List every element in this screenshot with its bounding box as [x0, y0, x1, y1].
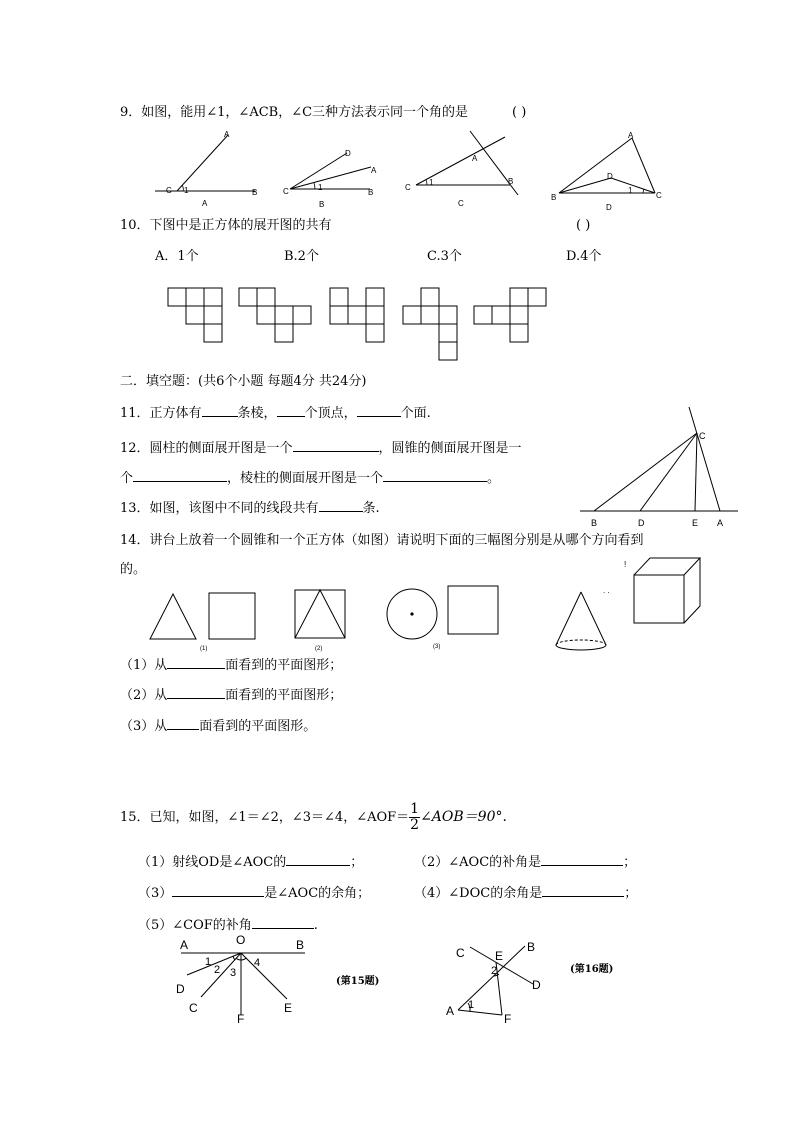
q15-s3-end: 是∠AOC的余角；	[264, 886, 371, 901]
q13-label-B: B	[591, 518, 598, 528]
q13-label-C: C	[699, 431, 706, 441]
q15-part2: ∠AOB＝90°.	[420, 809, 507, 825]
q12-blank-prism[interactable]	[383, 469, 487, 482]
q14-answer-3	[120, 717, 316, 735]
fig15-label-4: 4	[254, 957, 261, 969]
q11-blank-vertices[interactable]	[277, 404, 305, 417]
q15-sub1	[138, 853, 363, 871]
q15-s5-text: （5）∠COF的补角	[138, 918, 252, 933]
q13-label-A: A	[717, 518, 724, 528]
q9a-label-C: C	[166, 186, 172, 195]
q15-s3-text: （3）	[138, 886, 173, 901]
fig16-label-D: D	[532, 978, 541, 992]
q12-part4: ，棱柱的侧面展开图是一个	[227, 471, 384, 486]
q15-blank-4[interactable]	[542, 884, 624, 897]
view-caption-1: (1)	[200, 646, 208, 652]
q14-line2: 的。	[120, 562, 147, 577]
q14-mark: !	[624, 560, 627, 569]
fig15-label-2: 2	[214, 964, 221, 976]
q9c-label-C2: C	[458, 199, 464, 208]
q9b-label-A: A	[371, 166, 377, 175]
q15-sub4	[414, 884, 637, 902]
fig15-label-3: 3	[230, 967, 237, 979]
fig16-label-F: F	[504, 1012, 512, 1026]
fig16-label-2: 2	[491, 965, 498, 977]
q15-blank-3[interactable]	[172, 884, 264, 897]
q15-part1: 15．已知，如图，∠1＝∠2，∠3＝∠4，∠AOF＝	[120, 810, 410, 825]
q9-text: 9．如图，能用∠1，∠ACB，∠C三种方法表示同一个角的是	[120, 105, 469, 120]
q15-s4-text: （4）∠DOC的余角是	[414, 886, 543, 901]
q9c-label-A: A	[472, 154, 478, 163]
q15-s4-end: ；	[624, 886, 638, 901]
q14-line1: 14．讲台上放着一个圆锥和一个正方体（如图）请说明下面的三幅图分别是从哪个方向看到	[120, 533, 644, 548]
q10-paren: ( )	[576, 218, 591, 233]
q14-a3-suffix: 面看到的平面图形。	[199, 719, 317, 734]
view-caption-2: (2)	[315, 646, 323, 652]
q14-blank-2[interactable]	[167, 686, 225, 699]
q15-sub2	[414, 853, 636, 871]
q9d-label-1: 1	[628, 186, 633, 195]
q9b-label-D: D	[345, 149, 351, 158]
q11-part1: 11．正方体有	[120, 406, 202, 421]
q9a-label-B: B	[252, 188, 258, 197]
q15-frac-den: 2	[410, 817, 420, 833]
q9d-label-A: A	[628, 131, 634, 140]
q14-a2-suffix: 面看到的平面图形；	[225, 688, 343, 703]
q15-s2-text: （2）∠AOC的补角是	[414, 855, 542, 870]
q14-cone-and-cube	[550, 550, 710, 660]
q14-a2-prefix: （2）从	[120, 688, 168, 703]
q12-part2: ，圆锥的侧面展开图是一	[378, 441, 522, 456]
q12-part1: 12．圆柱的侧面展开图是一个	[120, 441, 293, 456]
q13-part2: 条.	[362, 501, 380, 516]
q14-blank-1[interactable]	[167, 656, 225, 669]
q12-blank-cone[interactable]	[133, 469, 227, 482]
q13-part1: 13．如图，该图中不同的线段共有	[120, 501, 319, 516]
q9-figure-d	[555, 130, 665, 200]
cube-net-5	[474, 288, 554, 348]
q9b-label-B2: B	[319, 200, 325, 209]
q9a-label-1: 1	[184, 186, 189, 195]
q12-line2	[120, 469, 500, 487]
q9d-label-D2: D	[606, 203, 612, 212]
q12-blank-cylinder[interactable]	[293, 439, 379, 452]
fig16-label-1: 1	[468, 999, 475, 1011]
q15-fraction	[409, 802, 420, 833]
q13-figure	[570, 405, 750, 520]
fig15-label-O: O	[236, 933, 246, 947]
q9d-label-B: B	[551, 193, 557, 202]
fig15-label-E: E	[284, 1001, 293, 1015]
q10-text: 10．下图中是正方体的展开图的共有	[120, 218, 332, 233]
q14-a3-prefix: （3）从	[120, 719, 168, 734]
cube-net-2	[239, 288, 319, 348]
section-2-heading: 二．填空题：(共6个小题 每题4分 共24分)	[120, 374, 367, 389]
q15-blank-5[interactable]	[252, 916, 314, 929]
fig15-label-B: B	[296, 938, 305, 952]
q15-line	[120, 802, 507, 833]
q10-option-a: A．1个	[155, 249, 199, 264]
q9-figure-c	[410, 125, 530, 205]
q13-label-D: D	[638, 518, 645, 528]
q13-line	[120, 499, 380, 517]
q9d-label-C: C	[656, 191, 662, 200]
q15-frac-num: 1	[410, 801, 420, 817]
q9c-label-B: B	[508, 177, 514, 186]
q9a-label-A2: A	[202, 199, 208, 208]
q11-part4: 个面.	[400, 406, 431, 421]
q14-blank-3[interactable]	[167, 717, 199, 730]
q14-a1-suffix: 面看到的平面图形；	[225, 658, 343, 673]
q15-s1-text: （1）射线OD是∠AOC的	[138, 855, 287, 870]
q14-dots: . .	[603, 586, 610, 595]
fig16-label-E: E	[495, 949, 504, 963]
q12-line1	[120, 439, 522, 457]
fig15-label-F: F	[237, 1012, 245, 1026]
q15-sub5	[138, 916, 318, 934]
q12-part5: 。	[487, 471, 501, 486]
q14-answer-1	[120, 656, 342, 674]
fig16-label-C: C	[456, 946, 465, 960]
view-caption-3: (3)	[433, 644, 441, 650]
q11-part3: 个顶点，	[304, 406, 357, 421]
q13-blank[interactable]	[319, 499, 363, 512]
q9b-label-B: B	[368, 188, 374, 197]
fig16-caption: (第16题)	[570, 964, 614, 975]
q9d-label-D: D	[607, 172, 613, 181]
fig15-label-D: D	[176, 982, 185, 996]
q9c-label-1: 1	[429, 178, 434, 187]
q11-blank-edges[interactable]	[202, 404, 238, 417]
q14-a1-prefix: （1）从	[120, 658, 168, 673]
q9c-label-C: C	[405, 183, 411, 192]
fig15-label-1: 1	[205, 956, 212, 968]
q11-blank-faces[interactable]	[357, 404, 401, 417]
q9a-label-A: A	[224, 130, 230, 139]
q12-part3: 个	[120, 471, 134, 486]
q15-sub3	[138, 884, 370, 902]
cube-net-3	[330, 288, 390, 348]
q15-blank-1[interactable]	[286, 853, 350, 866]
q10-option-b: B.2个	[284, 249, 319, 264]
cube-net-1	[168, 288, 228, 348]
q10-option-c: C.3个	[427, 249, 462, 264]
cube-net-4	[403, 288, 463, 368]
fig15-label-A: A	[180, 938, 189, 952]
q14-answer-2	[120, 686, 342, 704]
q9-paren: ( )	[512, 105, 527, 120]
q13-label-E: E	[692, 518, 699, 528]
q9b-label-C: C	[283, 187, 289, 196]
q11-part2: 条棱，	[237, 406, 277, 421]
q15-s5-end: .	[313, 918, 318, 933]
fig15-label-C: C	[189, 1001, 198, 1015]
q10-option-d: D.4个	[566, 249, 602, 264]
q11-line	[120, 404, 431, 422]
fig16-label-A: A	[446, 1004, 455, 1018]
q15-s1-end: ；	[350, 855, 364, 870]
fig16-label-B: B	[527, 940, 536, 954]
q15-s2-end: ；	[623, 855, 637, 870]
fig15-caption: (第15题)	[336, 976, 380, 987]
q15-blank-2[interactable]	[541, 853, 623, 866]
q9b-label-1: 1	[318, 183, 323, 192]
